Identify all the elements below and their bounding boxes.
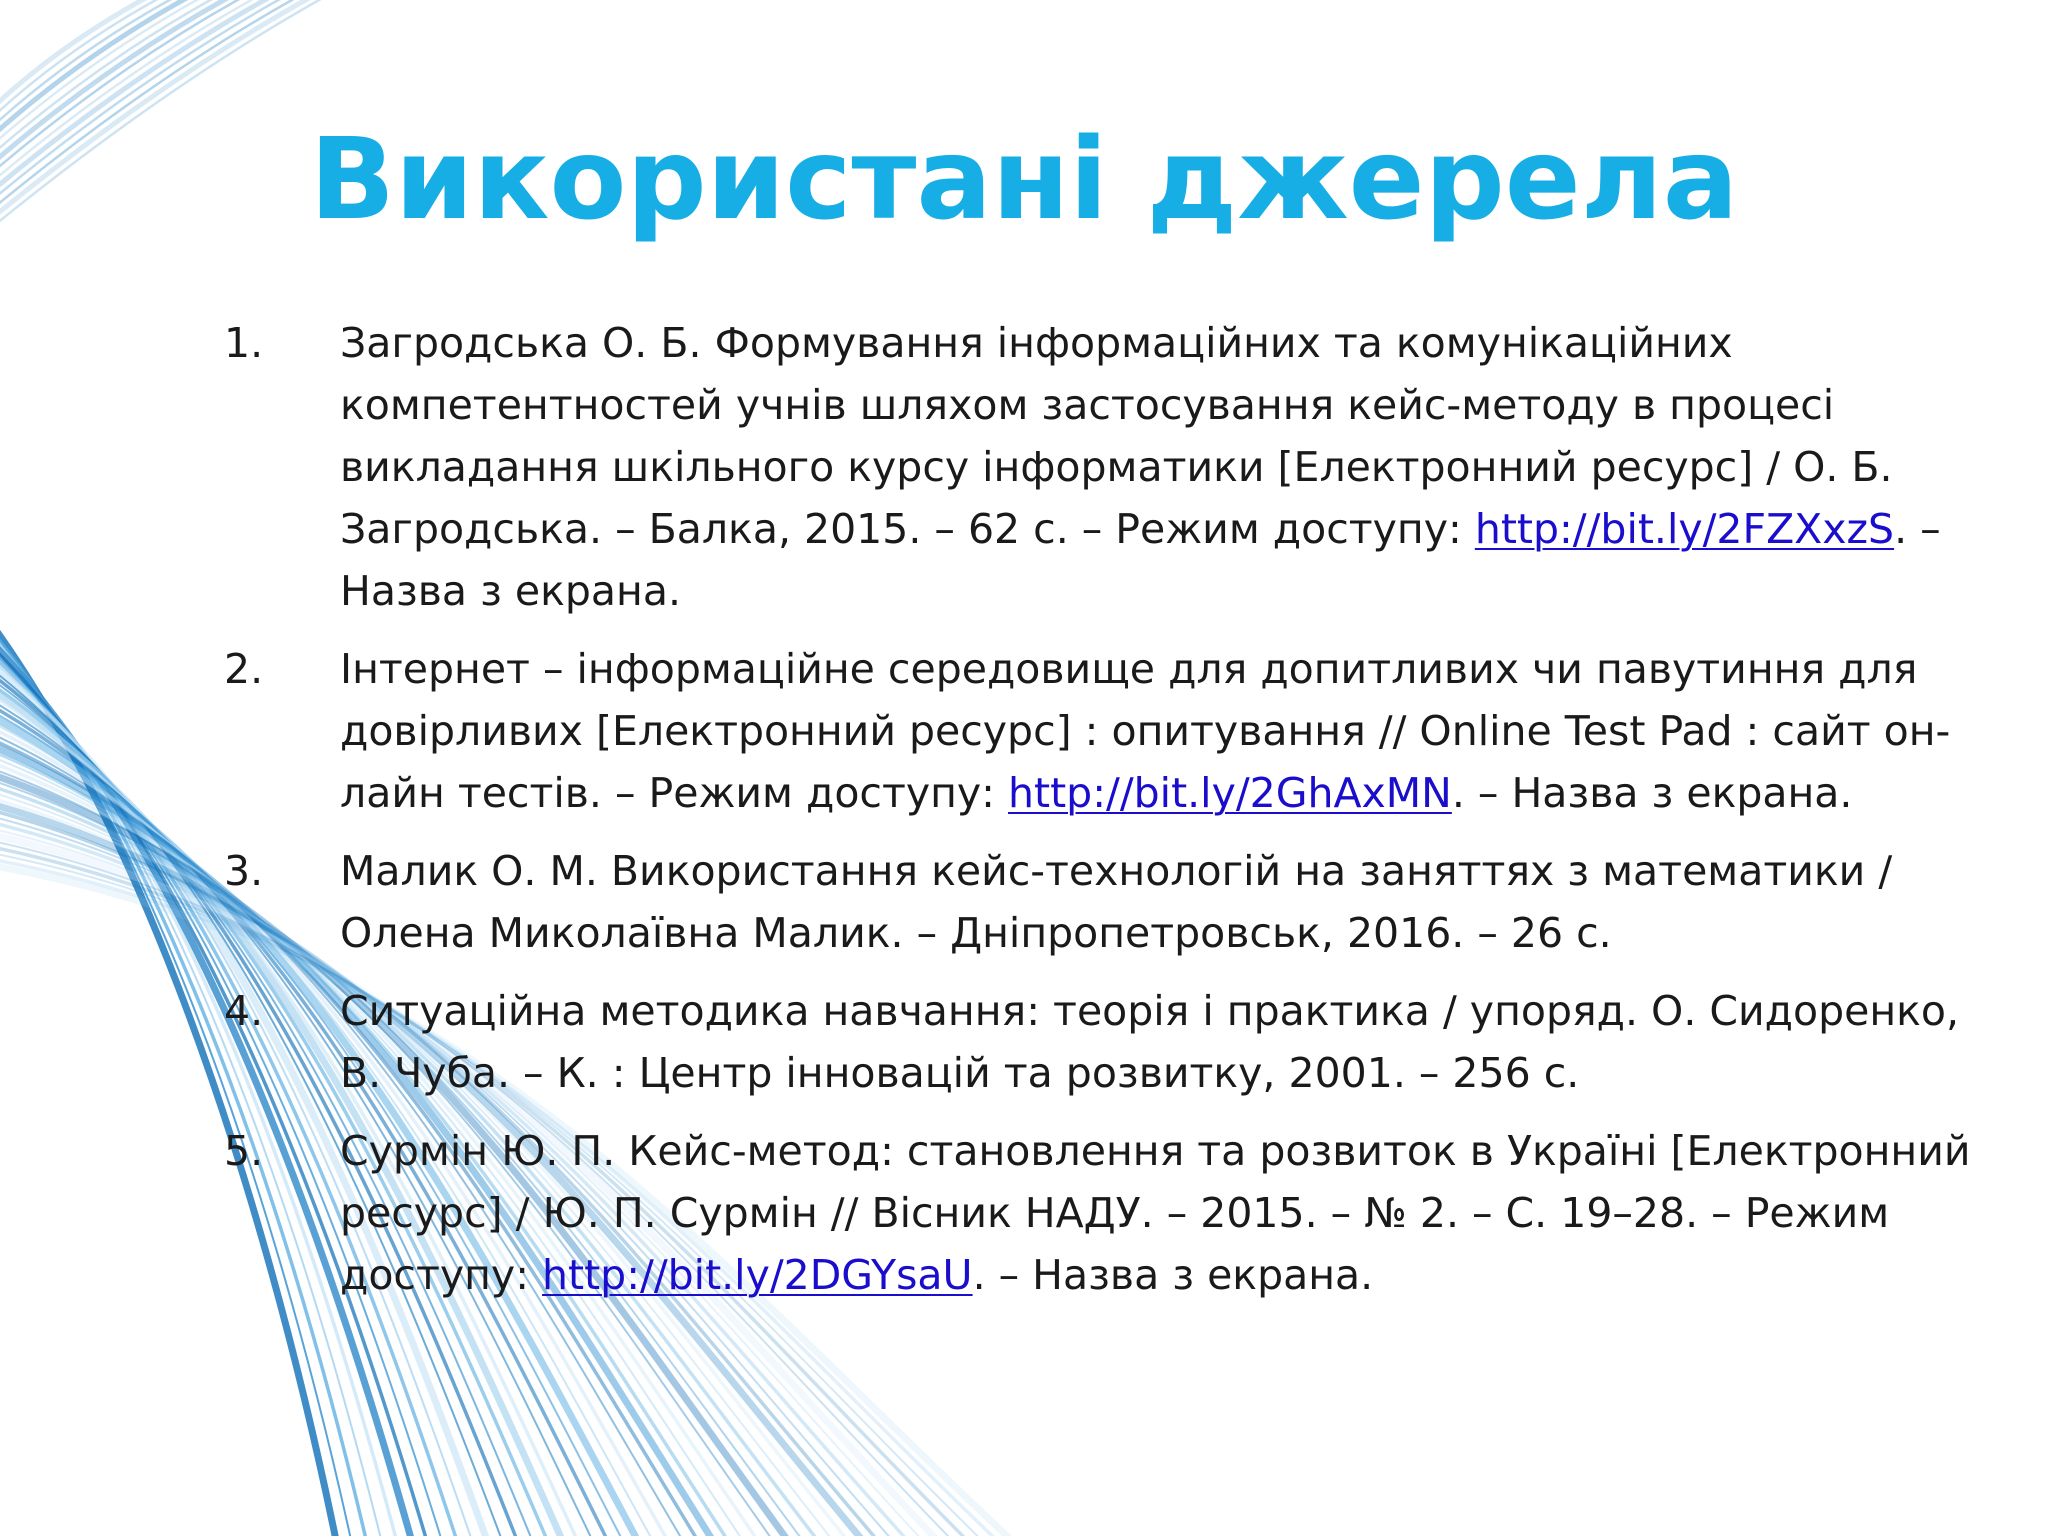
reference-item: [224, 980, 1984, 1104]
reference-number: 2.: [224, 645, 264, 693]
reference-text: Ситуаційна методика навчання: теорія і практика / упоряд. О. Сидоренко, В. Чуба. – К. : Центр інновацій та розвитку, 2001. – 256 с.: [340, 987, 1960, 1097]
reference-text: Сурмін Ю. П. Кейс-метод: становлення та розвиток в Україні [Електронний ресурс] / Ю. П. Сурмін // Вісник НАДУ. – 2015. – № 2. – С. 19–28. – Режим доступу:: [340, 1127, 1971, 1299]
reference-link[interactable]: http://bit.ly/2DGYsaU: [542, 1251, 973, 1299]
reference-number: 4.: [224, 987, 264, 1035]
reference-text: Інтернет – інформаційне середовище для допитливих чи павутиння для довірливих [Електронний ресурс] : опитування // Online Test Pad : сайт он-лайн тестів. – Режим доступу:: [340, 645, 1951, 817]
reference-text: Загродська О. Б. Формування інформаційних та комунікаційних компетентностей учнів шляхом застосування кейс-методу в процесі викладання шкільного курсу інформатики [Електронний ресурс] / О. Б. Загродська. – Балка, 2015. – 62 с. – Режим доступу:: [340, 319, 1893, 553]
reference-item: [224, 312, 1984, 622]
wave-line: [0, 0, 180, 120]
reference-link[interactable]: http://bit.ly/2FZXxzS: [1474, 505, 1895, 553]
reference-list: [224, 312, 1984, 1322]
reference-item: [224, 1120, 1984, 1306]
reference-item: [224, 840, 1984, 964]
reference-number: 3.: [224, 847, 264, 895]
reference-number: 1.: [224, 319, 264, 367]
reference-suffix: . – Назва з екрана.: [972, 1251, 1374, 1299]
reference-item: [224, 638, 1984, 824]
reference-suffix: . – Назва з екрана.: [1451, 769, 1853, 817]
reference-link[interactable]: http://bit.ly/2GhAxMN: [1008, 769, 1452, 817]
slide-title: Використані джерела: [309, 115, 1739, 245]
reference-text: Малик О. М. Використання кейс-технологій на заняттях з математики / Олена Миколаївна Малик. – Дніпропетровськ, 2016. – 26 с.: [340, 847, 1893, 957]
reference-suffix: . – Назва з екрана.: [340, 505, 1941, 615]
reference-number: 5.: [224, 1127, 264, 1175]
